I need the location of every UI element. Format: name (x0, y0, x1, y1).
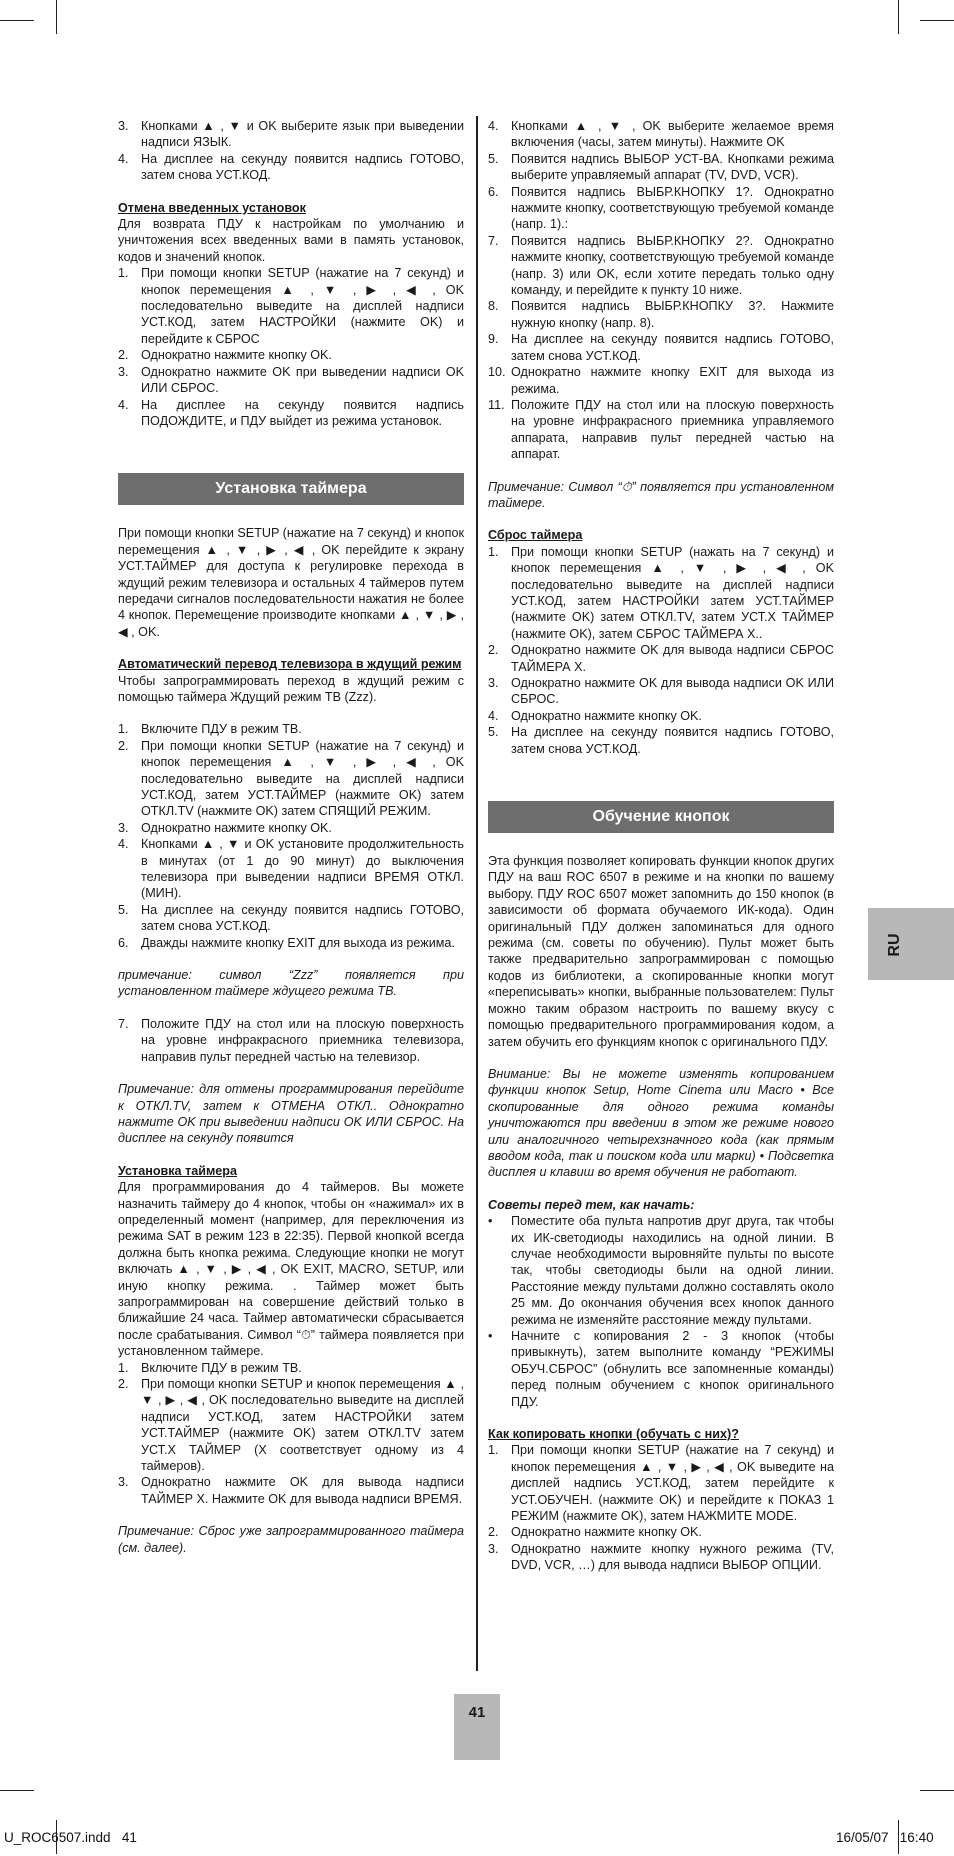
list-item: 1. При помощи кнопки SETUP (нажатие на 7 секунд) и кнопок перемещения ▲ , ▼ , ▶ , ◀ , OK последовательно выведите на дисплей надписи УСТ.КОД, затем НАСТРОЙКИ (нажмите OK) и перейдите к СБРОС (118, 266, 464, 346)
page-number: 41 (468, 1704, 486, 1721)
list-item: 11. Положите ПДУ на стол или на плоскую поверхность на уровне инфракрасного приемника управляемого аппарата, направив пульт передней частью на аппарат. (488, 397, 834, 462)
learn-intro: Эта функция позволяет копировать функции кнопок других ПДУ на ваш ROC 6507 в режиме и на кнопки по вашему выбору. ПДУ ROC 6507 может запомнить до 150 кнопок (в зависимости об формата обучаемого ИК-кода). Один оригинальный ПДУ должен запоминаться для одного режима (см. советы по обучению). Пульт может быть также предварительно запрограммирован с помощью кодов из библиотеки, а скопированные кнопки могут «переписывать» кнопки, выбранные пользователем: Пульт можно таким образом настроить по вашему вкусу с помощью предварительного программирования кодом, а затем обучить его функциям кнопок с оригинального ПДУ. (488, 854, 834, 1049)
left-column (118, 118, 464, 1556)
sleep-intro: Чтобы запрограммировать переход в ждущий режим с помощью таймера Ждущий режим ТВ (Zzz). (118, 673, 464, 704)
list-item: • Поместите оба пульта напротив друг друга, так чтобы их ИК-светодиоды находились на одной линии. В случае необходимости выровняйте пульты по высоте так, чтобы светодиоды были на одной линии. Расстояние между пультами должно составлять около 25 мм. До окончания обучения всех кнопок данного режима не изменяйте расстояние между пультами. (488, 1214, 834, 1327)
tips-heading: Советы перед тем, как начать: (488, 1197, 695, 1212)
list-item: 10. Однократно нажмите кнопку EXIT для выхода из режима. (488, 365, 834, 396)
intro-list (118, 118, 464, 184)
reset-list (118, 265, 464, 429)
list-item: 7. Положите ПДУ на стол или на плоскую поверхность на уровне инфракрасного приемника телевизора, направив пульт передней частью на телевизор. (118, 1016, 464, 1064)
list-item: 4. Однократно нажмите кнопку OK. (488, 708, 702, 723)
list-item: 7. Появится надпись ВЫБР.КНОПКУ 2?. Однократно нажмите кнопку, соответствующую требуемой команде (напр. 3) или OK, если хотите передать только одну команду, и перейдите к пункту 10 ниже. (488, 233, 834, 298)
list-item: 2. При помощи кнопки SETUP и кнопок перемещения ▲ , ▼ , ▶ , ◀ , OK последовательно выведите на дисплей надписи УСТ.КОД, затем НАСТРОЙКИ затем УСТ.ТАЙМЕР (нажмите OK) затем ОТКЛ.TV затем УСТ.X ТАЙМЕР (X соответствует одному из 4 таймеров). (118, 1377, 464, 1474)
timer-reset-heading: Сброс таймера (488, 528, 583, 543)
cancel-note: Примечание: для отмены программирования перейдите к ОТКЛ.TV, затем к ОТМЕНА ОТКЛ.. Однократно нажмите OK при выведении надписи OK ИЛИ СБРОС. На дисплее на секунду появится (118, 1082, 464, 1146)
timer-continued-list (488, 118, 834, 463)
howto-heading: Как копировать кнопки (обучать с них)? (488, 1427, 739, 1442)
list-item: 3. Однократно нажмите кнопку OK. (118, 820, 332, 835)
list-item: 8. Появится надпись ВЫБР.КНОПКУ 3?. Нажмите нужную кнопку (напр. 8). (488, 299, 834, 330)
tips-list (488, 1213, 834, 1410)
list-item: • Начните с копирования 2 - 3 кнопок (чтобы привыкнуть), затем выполните команду “РЕЖИМЫ ОБУЧ.СБРОС” (обнулить все запомненные команды) перед полным обучением с кнопок оригинального ПДУ. (488, 1329, 834, 1409)
list-item: 1. При помощи кнопки SETUP (нажать на 7 секунд) и кнопок перемещения ▲ , ▼ , ▶ , ◀ , OK последовательно выведите на дисплей надписи УСТ.КОД, затем НАСТРОЙКИ затем УСТ.ТАЙМЕР (нажмите OK) затем ОТКЛ.TV, затем УСТ.X ТАЙМЕР (нажмите OK), затем СБРОС ТАЙМЕРА X.. (488, 544, 834, 641)
timerset-heading: Установка таймера (118, 1163, 237, 1178)
timerset-list (118, 1360, 464, 1508)
list-item: 6. Дважды нажмите кнопку EXIT для выхода из режима. (118, 935, 455, 950)
timer-banner: Установка таймера (118, 473, 464, 505)
timer-reset-list (488, 544, 834, 757)
list-item: 3. Однократно нажмите кнопку нужного режима (TV, DVD, VCR, …) для вывода надписи ВЫБОР ОПЦИИ. (488, 1541, 834, 1573)
sleep-note: примечание: символ “Zzz” появляется при установленном таймере ждущего режима ТВ. (118, 968, 464, 999)
sleep-list (118, 721, 464, 951)
list-item: 1. При помощи кнопки SETUP (нажатие на 7 секунд) и кнопок перемещения ▲ , ▼ , ▶ , ◀ , OK выведите на дисплей надпись УСТ.КОД, затем перейдите к УСТ.ОБУЧЕН. (нажмите OK) и перейдите к ПОКАЗ 1 РЕЖИМ (нажмите OK), затем НАЖМИТЕ MODE. (488, 1443, 834, 1524)
right-column (488, 118, 834, 1574)
column-divider (476, 116, 478, 1671)
list-item: 5. Появится надпись ВЫБОР УСТ-ВА. Кнопками режима выберите управляемый аппарат (TV, DVD, VCR). (488, 151, 834, 183)
list-item: 2. При помощи кнопки SETUP (нажатие на 7 секунд) и кнопок перемещения ▲ , ▼ , ▶ , ◀ , OK последовательно выведите на дисплей надписи УСТ.КОД, затем УСТ.ТАЙМЕР (нажмите OK) затем ОТКЛ.TV (нажмите OK) затем СПЯЩИЙ РЕЖИМ. (118, 738, 464, 819)
crop-mark (920, 20, 954, 21)
howto-list (488, 1442, 834, 1573)
timerset-note: Примечание: Сброс уже запрограммированного таймера (см. далее). (118, 1524, 464, 1555)
attention-note: Внимание: Вы не можете изменять копированием функции кнопок Setup, Home Cinema или Macro • Все скопированные для одного режима команды уничтожаются при введении в этом же режиме нового или аналогичного четырехзначного кода (как прямым вводом кода, так и поиском кода или марки) • Подсветка дисплея и клавиш во время обучения не работают. (488, 1066, 834, 1180)
list-item: 3. Однократно нажмите OK для вывода надписи ТАЙМЕР X. Нажмите OK для вывода надписи ВРЕМЯ. (118, 1475, 464, 1506)
list-item: 1. Включите ПДУ в режим ТВ. (118, 1360, 302, 1375)
list-item: 4. Кнопками ▲ , ▼ , OK выберите желаемое время включения (часы, затем минуты). Нажмите OK (488, 119, 834, 150)
slug-datetime: 16/05/07 16:40 (836, 1830, 934, 1845)
sleep-list-continued (118, 1016, 464, 1065)
list-item: 5. На дисплее на секунду появится надпись ГОТОВО, затем снова УСТ.КОД. (118, 902, 464, 934)
list-item: 2. Однократно нажмите OK для вывода надписи СБРОС ТАЙМЕРА X. (488, 643, 834, 674)
reset-intro: Для возврата ПДУ к настройкам по умолчанию и уничтожения всех введенных вами в память установок, кодов и значений кнопок. (118, 217, 464, 264)
list-item: 3. Однократно нажмите OK при выведении надписи OK ИЛИ СБРОС. (118, 364, 464, 396)
list-item: 5. На дисплее на секунду появится надпись ГОТОВО, затем снова УСТ.КОД. (488, 725, 834, 756)
list-item: 2. Однократно нажмите кнопку OK. (118, 348, 332, 363)
learn-banner: Обучение кнопок (488, 801, 834, 833)
list-item: 3. Однократно нажмите OK для вывода надписи OK ИЛИ СБРОС. (488, 676, 834, 707)
crop-mark (0, 20, 34, 21)
language-tab-label: RU (886, 933, 903, 957)
slug-filename: U_ROC6507.indd 41 (4, 1830, 137, 1845)
crop-mark (920, 1790, 954, 1791)
symbol-note: Примечание: Символ “⏱” появляется при установленном таймере. (488, 479, 834, 510)
crop-mark (56, 0, 57, 34)
list-item: 3. Кнопками ▲ , ▼ и OK выберите язык при выведении надписи ЯЗЫК. (118, 119, 464, 150)
list-item: 9. На дисплее на секунду появится надпись ГОТОВО, затем снова УСТ.КОД. (488, 332, 834, 363)
timerset-intro: Для программирования до 4 таймеров. Вы можете назначить таймеру до 4 кнопок, чтобы он «нажимал» их в определенный момент (например, для переключения из режима SAT в режим 123 в 22:35). Первой кнопкой всегда должна быть кнопка режима. Следующие кнопки не могут включать ▲ , ▼ , ▶ , ◀ , OK EXIT, MACRO, SETUP, или иную кнопку режима. . Таймер может быть запрограммирован на совершение действий только в ближайшие 24 часа. Таймер автоматически сбрасывается после срабатывания. Символ “⏱” таймера появляется при установленном таймере. (118, 1180, 464, 1359)
crop-mark (0, 1790, 34, 1791)
list-item: 1. Включите ПДУ в режим ТВ. (118, 722, 302, 737)
list-item: 2. Однократно нажмите кнопку OK. (488, 1525, 702, 1540)
timer-intro: При помощи кнопки SETUP (нажатие на 7 секунд) и кнопок перемещения ▲ , ▼ , ▶ , ◀ , OK перейдите к экрану УСТ.ТАЙМЕР для доступа к регулировке перехода в ждущий режим телевизора и остальных 4 таймеров путем передачи сигналов последовательности нажатия не более 4 кнопок. Перемещение производите кнопками ▲ , ▼ , ▶ , ◀ , OK. (118, 526, 464, 639)
crop-mark (898, 0, 899, 34)
reset-heading: Отмена введенных установок (118, 200, 306, 215)
list-item: 6. Появится надпись ВЫБР.КНОПКУ 1?. Однократно нажмите кнопку, соответствующую требуемой команде (напр. 1).: (488, 184, 834, 232)
list-item: 4. На дисплее на секунду появится надпись ГОТОВО, затем снова УСТ.КОД. (118, 151, 464, 183)
list-item: 4. На дисплее на секунду появится надпись ПОДОЖДИТЕ, и ПДУ выйдет из режима установок. (118, 397, 464, 428)
list-item: 4. Кнопками ▲ , ▼ и OK установите продолжительность в минутах (от 1 до 90 минут) до выключения телевизора при выведении надписи ВРЕМЯ ОТКЛ.(МИН). (118, 837, 464, 901)
sleep-heading: Автоматический перевод телевизора в ждущий режим (118, 657, 462, 672)
